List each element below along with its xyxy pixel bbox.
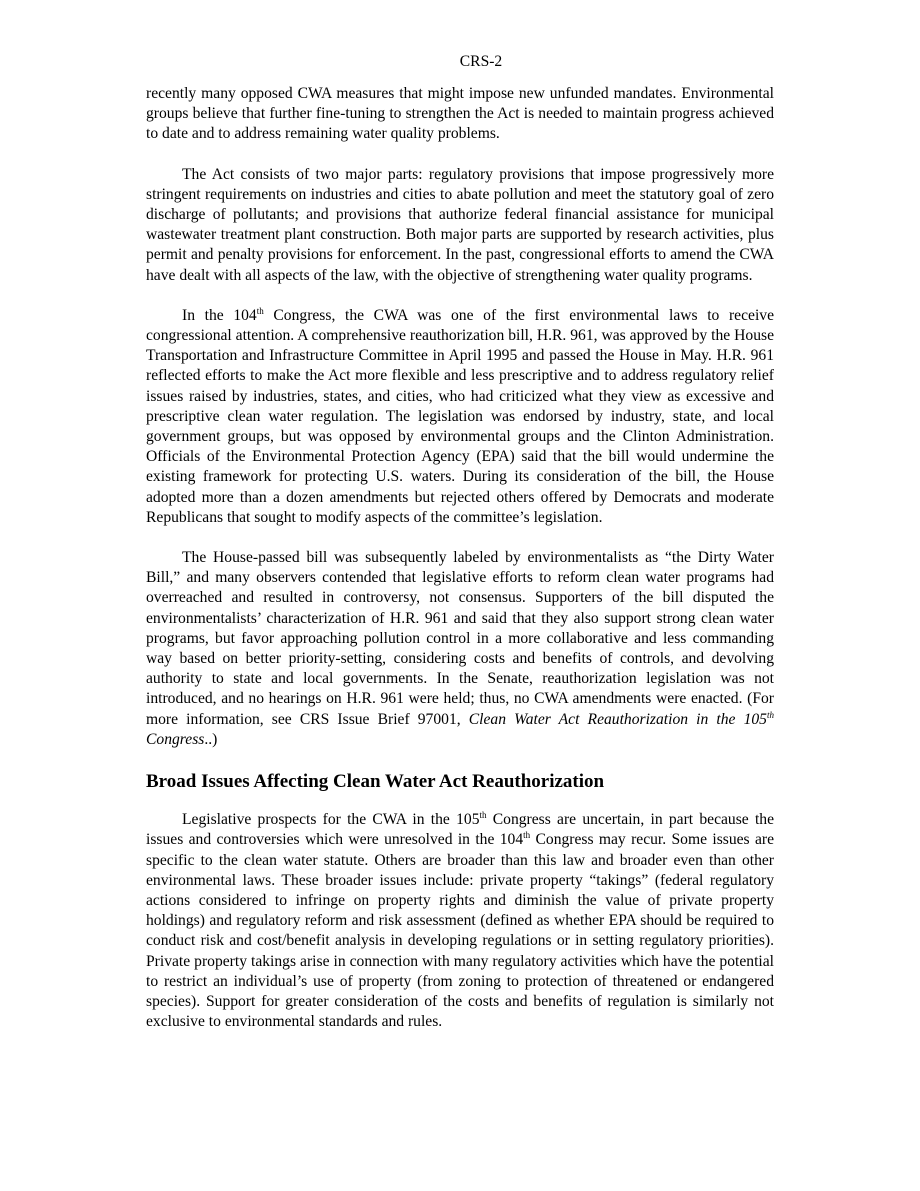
paragraph-1 xyxy=(146,84,774,145)
document-page xyxy=(146,52,774,1052)
paragraph-5-superscript-2: th xyxy=(523,830,531,841)
page-number-header: CRS-2 xyxy=(459,53,503,70)
paragraph-1-text: recently many opposed CWA measures that might impose new unfunded mandates. Environmental groups believe that further fine-tuning to strengthen the Act is needed to maintain progress achieved to date and to address remaining water quality problems. xyxy=(146,85,774,143)
paragraph-3-text-a: In the 104 xyxy=(182,306,257,324)
paragraph-5-text-b: Congress are uncertain, in part because the issues and controversies which were unresolved in the 104 xyxy=(146,811,774,849)
paragraph-4-citation-a: Clean Water Act Reauthorization in the 105 xyxy=(468,710,767,728)
paragraph-2 xyxy=(146,165,774,286)
paragraph-3-superscript: th xyxy=(256,305,264,316)
paragraph-5-text-c: Congress may recur. Some issues are specific to the clean water statute. Others are broader than this law and broader even than other environmental laws. These broader issues include: private property “takings” (federal regulatory actions considered to infringe on property rights and diminish the value of private property holdings) and regulatory reform and risk assessment (defined as whether EPA should be required to conduct risk and cost/benefit analysis in developing regulations or in setting regulatory priorities). Private property takings arise in connection with many regulatory activities which have the potential to restrict an individual’s use of property (from zoning to protection of threatened or endangered species). Support for greater consideration of the costs and benefits of regulation is similarly not exclusive to environmental standards and rules. xyxy=(146,831,775,1031)
paragraph-5-superscript-1: th xyxy=(479,809,487,820)
paragraph-4-citation-superscript: th xyxy=(766,709,774,720)
paragraph-3 xyxy=(146,306,774,528)
paragraph-2-text: The Act consists of two major parts: regulatory provisions that impose progressively more stringent requirements on industries and cities to abate pollution and meet the statutory goal of zero discharge of pollutants; and provisions that authorize federal financial assistance for municipal wastewater treatment plant construction. Both major parts are supported by research activities, plus permit and penalty provisions for enforcement. In the past, congressional efforts to amend the CWA have dealt with all aspects of the law, with the objective of strengthening water quality programs. xyxy=(146,165,774,284)
section-heading: Broad Issues Affecting Clean Water Act Reauthorization xyxy=(146,771,605,793)
paragraph-5 xyxy=(146,810,774,1032)
paragraph-4 xyxy=(146,548,774,750)
paragraph-3-text-b: Congress, the CWA was one of the first environmental laws to receive congressional attention. A comprehensive reauthorization bill, H.R. 961, was approved by the House Transportation and Infrastructure Committee in April 1995 and passed the House in May. H.R. 961 reflected efforts to make the Act more flexible and less prescriptive and to address regulatory relief issues raised by industries, states, and cities, who had criticized what they view as excessive and prescriptive clean water regulation. The legislation was endorsed by industry, state, and local government groups, but was opposed by environmental groups and the Clinton Administration. Officials of the Environmental Protection Agency (EPA) said that the bill would undermine the existing framework for protecting U.S. waters. During its consideration of the bill, the House adopted more than a dozen amendments but rejected others offered by Democrats and moderate Republicans that sought to modify aspects of the committee’s legislation. xyxy=(146,306,774,526)
paragraph-4-text-a: The House-passed bill was subsequently labeled by environmentalists as “the Dirty Water Bill,” and many observers contended that legislative efforts to reform clean water programs had overreached and resulted in controversy, not consensus. Supporters of the bill disputed the environmentalists’ characterization of H.R. 961 and said that they also support strong clean water programs, but favor approaching pollution control in a more collaborative and less commanding way based on better priority-setting, considering costs and benefits of controls, and devolving authority to state and local governments. In the Senate, reauthorization legislation was not introduced, and no hearings on H.R. 961 were held; thus, no CWA amendments were enacted. (For more information, see CRS Issue Brief 97001, xyxy=(146,549,774,728)
paragraph-5-text-a: Legislative prospects for the CWA in the 105 xyxy=(182,811,480,829)
paragraph-4-text-c: ..) xyxy=(204,730,218,748)
paragraph-4-citation-b: Congress xyxy=(146,730,205,748)
